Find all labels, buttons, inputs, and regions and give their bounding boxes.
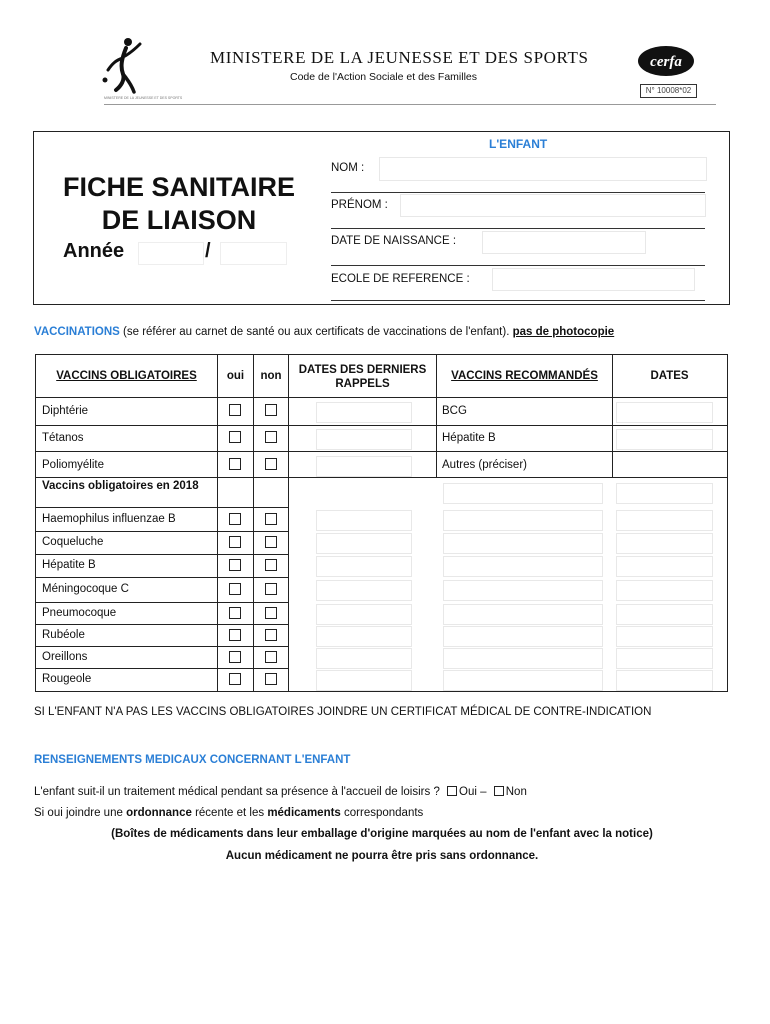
vaccinations-heading-text: (se référer au carnet de santé ou aux certificats de vaccinations de l'enfant). bbox=[119, 326, 510, 338]
autres-vaccin-field[interactable] bbox=[443, 604, 603, 625]
ordonnance-text-3: correspondants bbox=[340, 807, 424, 819]
vaccin-recommande-label: Hépatite B bbox=[442, 432, 496, 444]
autres-vaccin-field[interactable] bbox=[443, 670, 603, 691]
table-row-divider bbox=[35, 668, 289, 669]
vaccin-obligatoire-label: Méningocoque C bbox=[42, 583, 129, 595]
non-checkbox[interactable] bbox=[265, 673, 277, 685]
date-recommande-field[interactable] bbox=[616, 483, 713, 504]
certificat-note: SI L'ENFANT N'A PAS LES VACCINS OBLIGATOIRES JOINDRE UN CERTIFICAT MÉDICAL DE CONTRE-INDICATION bbox=[34, 706, 652, 718]
ecole-field[interactable] bbox=[492, 268, 695, 291]
annee-end-field[interactable] bbox=[220, 242, 287, 265]
vaccin-obligatoire-label: Diphtérie bbox=[42, 405, 89, 417]
vaccins-2018-subheading: Vaccins obligatoires en 2018 bbox=[42, 480, 199, 492]
date-recommande-field[interactable] bbox=[616, 648, 713, 669]
ministry-title: MINISTERE DE LA JEUNESSE ET DES SPORTS bbox=[210, 48, 589, 67]
non-checkbox[interactable] bbox=[265, 607, 277, 619]
prenom-label: PRÉNOM : bbox=[331, 199, 388, 211]
date-recommande-field[interactable] bbox=[616, 670, 713, 691]
non-checkbox[interactable] bbox=[265, 583, 277, 595]
date-recommande-field[interactable] bbox=[616, 604, 713, 625]
oui-checkbox[interactable] bbox=[229, 673, 241, 685]
vaccin-obligatoire-label: Tétanos bbox=[42, 432, 84, 444]
oui-checkbox[interactable] bbox=[229, 559, 241, 571]
ordonnance-text-2: récente et les bbox=[191, 807, 268, 819]
date-rappel-field[interactable] bbox=[316, 402, 412, 423]
non-checkbox[interactable] bbox=[265, 404, 277, 416]
date-recommande-field[interactable] bbox=[616, 533, 713, 554]
document-title-line-2: DE LIAISON bbox=[101, 205, 257, 235]
col-header-dates-rappels: DATES DES DERNIERS RAPPELS bbox=[298, 364, 427, 390]
vaccin-obligatoire-label: Rubéole bbox=[42, 629, 85, 641]
annee-separator: / bbox=[205, 240, 211, 262]
date-rappel-field[interactable] bbox=[316, 510, 412, 531]
cerfa-number: N° 10008*02 bbox=[640, 84, 697, 98]
non-checkbox[interactable] bbox=[265, 513, 277, 525]
vaccin-recommande-label: Autres (préciser) bbox=[442, 459, 527, 471]
col-header-oui: oui bbox=[226, 370, 245, 382]
date-rappel-field[interactable] bbox=[316, 648, 412, 669]
table-row-divider bbox=[35, 531, 289, 532]
nom-label: NOM : bbox=[331, 162, 365, 174]
cerfa-text: cerfa bbox=[650, 54, 682, 70]
vaccin-obligatoire-label: Coqueluche bbox=[42, 536, 104, 548]
vaccin-recommande-label: BCG bbox=[442, 405, 467, 417]
header-divider bbox=[104, 104, 716, 105]
oui-checkbox[interactable] bbox=[229, 607, 241, 619]
vaccinations-heading-note: pas de photocopie bbox=[512, 326, 615, 338]
date-recommande-field[interactable] bbox=[616, 429, 713, 450]
oui-checkbox[interactable] bbox=[229, 431, 241, 443]
oui-checkbox[interactable] bbox=[229, 583, 241, 595]
date-recommande-field[interactable] bbox=[616, 510, 713, 531]
traitement-oui-checkbox[interactable] bbox=[447, 786, 457, 796]
oui-checkbox[interactable] bbox=[229, 629, 241, 641]
date-naissance-label: DATE DE NAISSANCE : bbox=[331, 235, 457, 247]
non-checkbox[interactable] bbox=[265, 651, 277, 663]
col-header-vaccins-recommandes: VACCINS RECOMMANDÉS bbox=[451, 370, 598, 382]
non-checkbox[interactable] bbox=[265, 536, 277, 548]
oui-checkbox[interactable] bbox=[229, 458, 241, 470]
date-rappel-field[interactable] bbox=[316, 604, 412, 625]
ordonnance-bold: ordonnance bbox=[126, 807, 192, 819]
oui-checkbox[interactable] bbox=[229, 513, 241, 525]
annee-label: Année bbox=[63, 240, 125, 262]
cerfa-logo-icon bbox=[637, 45, 695, 77]
vaccin-obligatoire-label: Pneumocoque bbox=[42, 607, 117, 619]
table-row-divider bbox=[35, 425, 727, 426]
table-col-divider bbox=[288, 354, 289, 691]
table-row-divider bbox=[35, 477, 727, 478]
vaccin-obligatoire-label: Oreillons bbox=[42, 651, 88, 663]
table-row-divider bbox=[35, 577, 289, 578]
non-checkbox[interactable] bbox=[265, 629, 277, 641]
autres-vaccin-field[interactable] bbox=[443, 556, 603, 577]
date-rappel-field[interactable] bbox=[316, 670, 412, 691]
vaccin-obligatoire-label: Hépatite B bbox=[42, 559, 96, 571]
traitement-question bbox=[34, 786, 527, 798]
table-row-divider bbox=[35, 451, 727, 452]
ordonnance-text-1: Si oui joindre une bbox=[34, 807, 127, 819]
table-row-divider bbox=[35, 602, 289, 603]
annee-start-field[interactable] bbox=[138, 242, 204, 265]
vaccin-obligatoire-label: Rougeole bbox=[42, 673, 92, 685]
table-header-divider bbox=[35, 397, 727, 398]
vaccinations-heading-title: VACCINATIONS bbox=[34, 326, 120, 338]
prenom-field[interactable] bbox=[400, 194, 706, 217]
date-naissance-field[interactable] bbox=[482, 231, 646, 254]
col-header-dates: DATES bbox=[650, 370, 689, 382]
medicaments-bold: médicaments bbox=[267, 807, 341, 819]
traitement-oui-label: Oui – bbox=[459, 786, 487, 798]
autres-vaccin-field[interactable] bbox=[443, 483, 603, 504]
table-row-divider bbox=[35, 554, 289, 555]
ecole-underline bbox=[331, 300, 705, 301]
vaccin-obligatoire-label: Poliomyélite bbox=[42, 459, 104, 471]
autres-vaccin-field[interactable] bbox=[443, 533, 603, 554]
vaccin-obligatoire-label: Haemophilus influenzae B bbox=[42, 513, 176, 525]
table-row-divider bbox=[35, 624, 289, 625]
renseignements-heading: RENSEIGNEMENTS MEDICAUX CONCERNANT L'ENFANT bbox=[34, 754, 351, 766]
date-rappel-field[interactable] bbox=[316, 533, 412, 554]
oui-checkbox[interactable] bbox=[229, 651, 241, 663]
non-checkbox[interactable] bbox=[265, 458, 277, 470]
non-checkbox[interactable] bbox=[265, 431, 277, 443]
autres-vaccin-field[interactable] bbox=[443, 648, 603, 669]
date-recommande-field[interactable] bbox=[616, 580, 713, 601]
oui-checkbox[interactable] bbox=[229, 404, 241, 416]
enfant-heading: L'ENFANT bbox=[489, 137, 548, 151]
table-col-divider bbox=[253, 354, 254, 691]
date-rappel-field[interactable] bbox=[316, 456, 412, 477]
col-header-non: non bbox=[260, 370, 282, 382]
date-rappel-field[interactable] bbox=[316, 626, 412, 647]
ministry-subtitle: Code de l'Action Sociale et des Familles bbox=[290, 71, 478, 83]
traitement-question-text: L'enfant suit-il un traitement médical pendant sa présence à l'accueil de loisirs ? bbox=[34, 786, 440, 798]
date-naissance-underline bbox=[331, 265, 705, 266]
table-row-divider bbox=[35, 507, 289, 508]
date-recommande-field[interactable] bbox=[616, 556, 713, 577]
traitement-non-checkbox[interactable] bbox=[494, 786, 504, 796]
autres-vaccin-field[interactable] bbox=[443, 510, 603, 531]
autres-vaccin-field[interactable] bbox=[443, 626, 603, 647]
date-recommande-field[interactable] bbox=[616, 402, 713, 423]
date-rappel-field[interactable] bbox=[316, 556, 412, 577]
logo-caption: MINISTERE DE LA JEUNESSE ET DES SPORTS bbox=[104, 96, 183, 100]
prenom-underline bbox=[331, 228, 705, 229]
date-rappel-field[interactable] bbox=[316, 580, 412, 601]
document-title-line-1: FICHE SANITAIRE bbox=[62, 172, 295, 202]
autres-vaccin-field[interactable] bbox=[443, 580, 603, 601]
ecole-label: ECOLE DE REFERENCE : bbox=[331, 273, 470, 285]
traitement-non-label: Non bbox=[505, 786, 527, 798]
vaccinations-heading bbox=[34, 326, 614, 338]
aucun-medicament-note: Aucun médicament ne pourra être pris sans ordonnance. bbox=[225, 850, 539, 862]
date-recommande-field[interactable] bbox=[616, 626, 713, 647]
col-header-vaccins-obligatoires: VACCINS OBLIGATOIRES bbox=[56, 370, 197, 382]
table-row-divider bbox=[35, 646, 289, 647]
ministry-logo-icon bbox=[96, 34, 186, 102]
date-rappel-field[interactable] bbox=[316, 429, 412, 450]
nom-field[interactable] bbox=[379, 157, 707, 181]
nom-underline bbox=[331, 192, 705, 193]
non-checkbox[interactable] bbox=[265, 559, 277, 571]
oui-checkbox[interactable] bbox=[229, 536, 241, 548]
boites-note: (Boîtes de médicaments dans leur emballage d'origine marquées au nom de l'enfant avec la notice) bbox=[111, 828, 653, 840]
ordonnance-instruction bbox=[34, 807, 423, 819]
table-col-divider bbox=[217, 354, 218, 691]
